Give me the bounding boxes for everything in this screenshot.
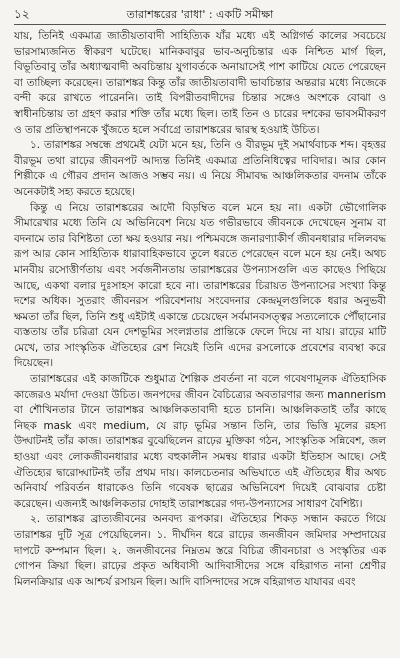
page-number: ১২ bbox=[14, 7, 30, 21]
running-head: তারাশঙ্করের 'রাধা' : একটি সমীক্ষা bbox=[126, 8, 274, 21]
paragraph-5: ২. তারাশঙ্কর ব্রাত্যজীবনের অনবদ্য রূপকার। ঐতিহ্যের শিকড় সন্ধান করতে গিয়ে তারাশঙ্কর দুটি সূত্র পেয়েছিলেন। ১. দীর্ঘদিন ধরে রাঢ়ের জনজীবন জমিদার সম্প্রদায়ের দাপটে কম্পমান ছিল। ২. জনজীবনের নিম্নতম স্তরে বিচিত্র জীবনচারা ও সংস্কৃতির এক গোপন ক্রিয়া ছিল। রাঢ়ের প্রকৃত অধিবাসী আদিবাসীদের সঙ্গে বহিরাগত নানা শ্রেণীর মিলনক্রিয়ার এক আশ্চর্য রসায়ন ছিল। আদি বাসিন্দাদের সঙ্গে বহিরাগত যাযাবর এবং bbox=[14, 513, 386, 588]
body-text bbox=[14, 29, 386, 590]
paragraph-1: যায়, তিনিই একমাত্র জাতীয়তাবাদী সাহিত্যিক যাঁর মধ্যে এই অগ্নিগর্ভ কালের সবচেয়ে ভারসাম্যজনিত স্বীকরণ ঘটেছে। মানিকবাবুর ভাব-অনুচিন্তার এক নিশ্চিত মার্গ ছিল, বিভূতিবাবু তাঁর অধ্যাত্মবাদী অবচিন্তায় যুগাবর্তকে অনায়াসেই পাশ কাটিয়ে যেতে পেরেছেন বা তাচ্ছিল্য করেছেন। তারাশঙ্কর কিন্তু তাঁর জাতীয়তাবাদী ভাবচিন্তার অন্তরার মধ্যে নিজেকে বন্দী করে রাখতে পারেননি। তাই বিপরীতবাদীদের চিন্তার সঙ্গেও অংশকে বোঝা ও স্বাধীনচিন্তায় তা গ্রহণ করার শক্তি তাঁর মধ্যে ছিল। তাই তিন ও চারের দশকের ভাবসমীকরণ ও তার প্রতিস্থাপনকে খুঁজতে হলে সর্বাগ্রে তারাশঙ্করের দ্বারস্থ হওয়াই উচিত। bbox=[14, 30, 386, 136]
paragraph-3: কিন্তু এ নিয়ে তারাশঙ্করের আদৌ বিড়ম্বিত বলে মনে হয় না। একটা ভৌগোলিক সীমারেখার মধ্যে তিনি যে অভিনিবেশ নিয়ে যত গভীরভাবে জীবনকে দেখেছেন সুনাম বা বদনামে তার বিশিষ্টতা তো ক্ষয় হওয়ার নয়। পশ্চিমবঙ্গে জনারণ্যাকীর্ণ জীবনধারার দলিলবদ্ধ রূপ আর কোন সাহিত্যিক ধারাবাহিকভাবে তুলে ধরতে পেরেছেন বলে মনে হয় নেই। অথচ মানবীয় রসোত্তীর্ণতায় এবং সর্বজনীনতায় তারাশঙ্করের উপন্যাসগুলি এত কাছেও পিছিয়ে আছে, একথা বলার দুঃসাহস কারো হবে না। তারাশঙ্করের চিরায়ত উপন্যাসের সংখ্যা কিন্তু দশের অধিক। সুতরাং জীবনরস পরিবেশনায় সংবেদনার কেন্দ্রমূলগুলিকে ধরার অনুভবী ক্ষমতা তাঁর ছিল, তিনি শুধু এইটাই একান্তে চেয়েছেন সর্বমানবসত্ত্বর সত্যলোকে পৌঁছানোর ব্যস্ততায় তাঁর চরিত্রা যেন দেশভূমির সংলগ্নতার প্রান্তিকে ফেলে দিয়ে না যায়। রাঢ়ের মাটি মেখে, তার সাংস্কৃতিক ঐতিহ্যের রেশ নিয়েই তিনি এদের রসলোকে প্রবেশের ব্যবস্থা করে দিয়েছেন। bbox=[14, 201, 386, 370]
paragraph-2: ১. তারাশঙ্কর সম্বন্ধে প্রথমেই যেটা মনে হয়, তিনি ও বীরভূম দুই সমার্থবাচক শব্দ। বৃহত্তর বীরভূম তথা রাঢ়ের জীবনপট আদ্যন্ত তিনিই একমাত্র প্রতিনিধিত্বের দাবিদার। আর কোন শিল্পীকে এ গৌরব প্রদান আজও সম্ভব নয়। এ নিয়ে সীমাবদ্ধ আঞ্চলিকতার বদনাম তাঁকে অনেকটাই সহ্য করতে হয়েছে। bbox=[14, 139, 386, 198]
paragraph-4: তারাশঙ্করের এই কাজটিকে শুধুমাত্র শৈল্পিক প্রবর্তনা না বলে গবেষণামূলক ঐতিহাসিক কাজেরও মর্যাদা দেওয়া উচিত। জনপদের জীবন বৈচিত্র্যের অবতারণার জন্য mannerism বা শৌখিনতার টানে তারাশঙ্কর আঞ্চলিকতাবাদী হতে চাননি। আঞ্চলিকতাই তাঁর কাছে নিছক mask এবং medium, যে রাঢ় ভূমির সন্তান তিনি, তার ভিত্তি মূলের রহস্য উদ্ঘাটনই তাঁর কাজ। তারাশঙ্কর বুঝেছিলেন রাঢ়ের মুক্তিকা গঠন, সাংস্কৃতিক সন্নিবেশ, জল হাওয়া এবং লোকজীবনধারার মধ্যে বহুকালীন সমন্বয় ধারার একটা ইতিহাস আছে। সেই ঐতিহ্যের দ্বারোদ্ঘাটনই তাঁর প্রথম দায়। কালচেতনার অভিঘাতে এই ঐতিহ্যের ধীর অথচ অনিবার্য পরিবর্তন ধারাকেও তিনি গবেষক ছাত্রের অভিনিবেশ দিয়েই বোঝবার চেষ্টা করেছেন। এজন্যই আঞ্চলিকতার দোহাই তারাশঙ্করের গদ্য-উপন্যাসের সাধারণ বৈশিষ্ট্য। bbox=[14, 373, 386, 510]
page-header bbox=[14, 6, 386, 25]
